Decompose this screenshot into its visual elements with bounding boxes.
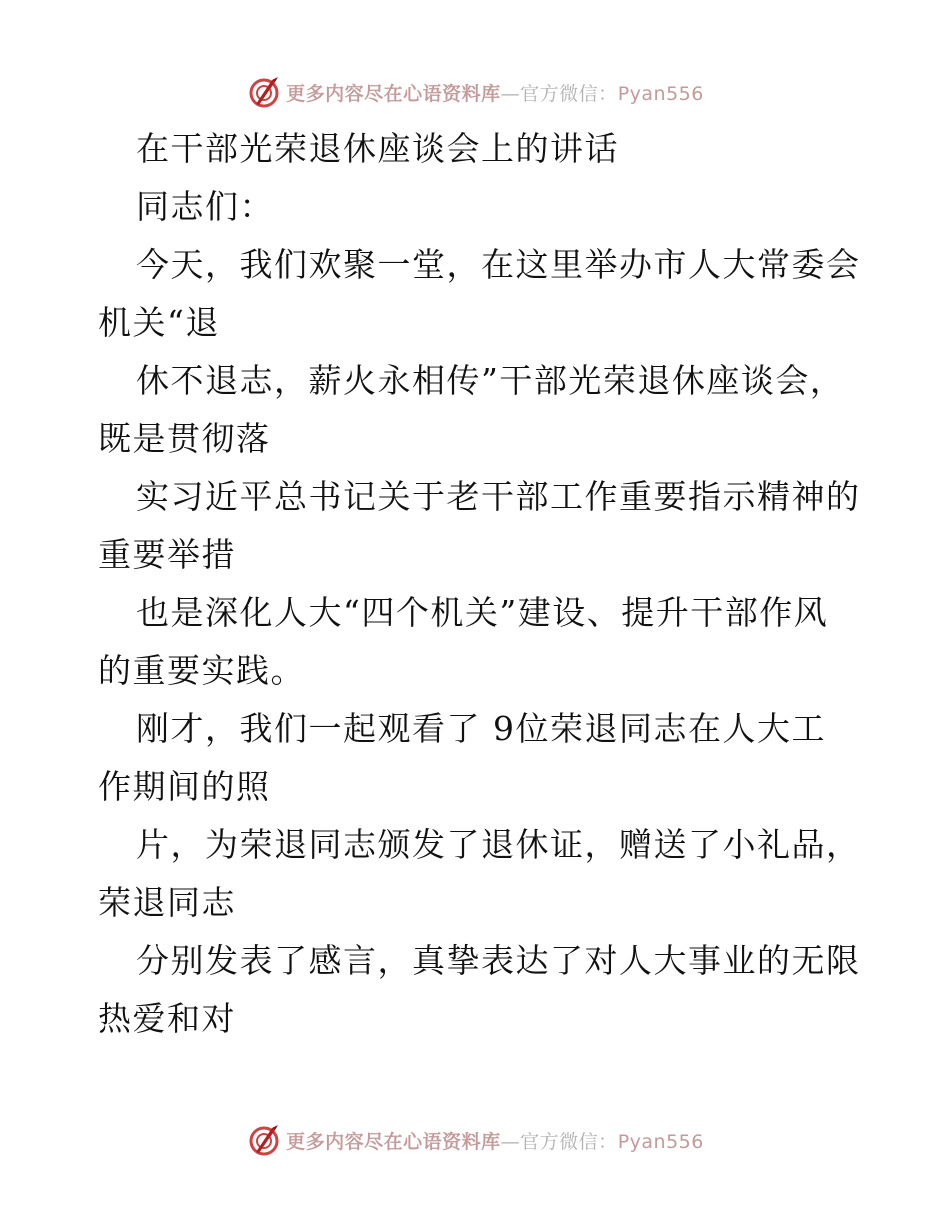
text-line: 机关“退 (98, 303, 220, 342)
quill-seal-icon (246, 1122, 282, 1158)
document-body (98, 120, 861, 1048)
text-line: 重要举措 (98, 535, 236, 574)
text-line: 作期间的照 (98, 767, 271, 806)
text-line: 今天，我们欢聚一堂，在这里举办市人大常委会 (136, 245, 861, 284)
watermark-main-text: 更多内容尽在心语资料库 (286, 1130, 501, 1153)
watermark-separator: —官方微信： (500, 1130, 618, 1153)
text-line: 片，为荣退同志颁发了退休证，赠送了小礼品， (136, 825, 861, 864)
text-line: 实习近平总书记关于老干部工作重要指示精神的 (136, 477, 861, 516)
watermark-wechat-id: Pyan556 (617, 82, 704, 105)
salutation: 同志们： (136, 187, 274, 226)
text-line: 热爱和对 (98, 999, 236, 1038)
quill-seal-icon (246, 74, 282, 110)
text-line: 也是深化人大“四个机关”建设、提升干部作风 (136, 593, 829, 632)
text-line: 分别发表了感言，真挚表达了对人大事业的无限 (136, 941, 861, 980)
text-line: 休不退志，薪火永相传”干部光荣退休座谈会， (136, 361, 845, 400)
text-line: 的重要实践。 (98, 651, 305, 690)
text-line: 既是贯彻落 (98, 419, 271, 458)
header-watermark (0, 72, 950, 112)
text-line: 荣退同志 (98, 883, 236, 922)
text-line: 刚才，我们一起观看了 9位荣退同志在人大工 (136, 709, 826, 748)
document-title: 在干部光荣退休座谈会上的讲话 (136, 129, 619, 168)
watermark-main-text: 更多内容尽在心语资料库 (286, 82, 501, 105)
watermark-separator: —官方微信： (500, 82, 618, 105)
footer-watermark (0, 1120, 950, 1160)
watermark-wechat-id: Pyan556 (617, 1130, 704, 1153)
